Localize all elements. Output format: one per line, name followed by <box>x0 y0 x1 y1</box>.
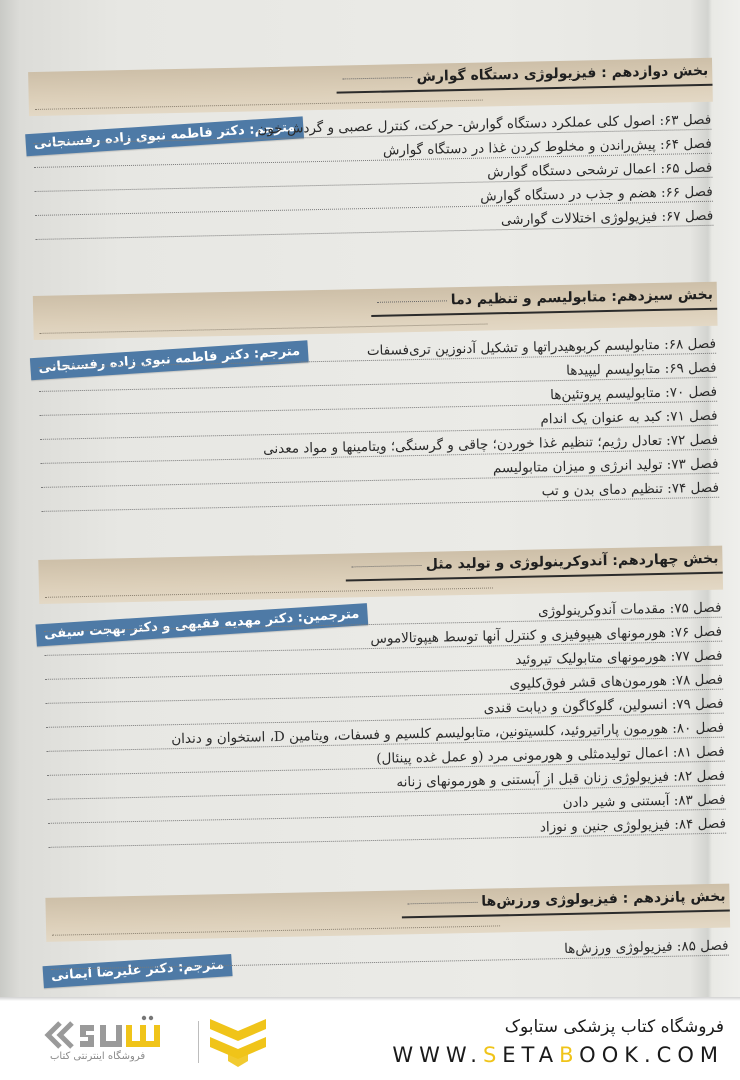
chapter-item: فصل ۷۶: هورمونهای هیپوفیزی و کنترل آنها توسط هیپوتالاموس <box>40 624 722 662</box>
logo-tagline: فروشگاه اینترنتی کتاب <box>50 1051 146 1062</box>
chapter-item: فصل ۸۱: اعمال تولیدمثلی و هورمونی مرد (و عمل غده پینئال) <box>42 744 724 782</box>
divider <box>198 1021 199 1063</box>
store-url-link[interactable]: WWW.SETABOOK.COM <box>392 1043 724 1067</box>
setabook-logo-icon <box>38 1011 283 1071</box>
chapter-item: فصل ۶۳: اصول کلی عملکرد دستگاه گوارش- حرکت، کنترل عصبی و گردش خون <box>29 112 711 150</box>
section-title: بخش پانزدهم : فیزیولوژی ورزش‌ها <box>481 888 726 910</box>
leader-dots <box>40 324 488 334</box>
section-band <box>28 58 713 116</box>
chapter-item: فصل ۷۹: انسولین، گلوکاگون و دیابت قندی <box>41 696 723 734</box>
section-14 <box>38 546 728 854</box>
chapter-item: فصل ۶۴: پیش‌راندن و مخلوط کردن غذا در دستگاه گوارش <box>30 136 712 174</box>
leader-dots <box>352 564 422 566</box>
section-title: بخش چهاردهم: آندوکرینولوژی و تولید مثل <box>425 550 719 573</box>
chapter-item: فصل ۸۲: فیزیولوژی زنان قبل از آبستنی و هورمونهای زنانه <box>43 768 725 806</box>
translator-banner: مترجم: دکتر فاطمه نبوی زاده رفسنجانی <box>25 116 304 156</box>
section-title: بخش دوازدهم : فیزیولوژی دستگاه گوارش <box>416 62 709 85</box>
chapter-item: فصل ۸۳: آبستنی و شیر دادن <box>43 792 725 830</box>
chapter-item: فصل ۷۸: هورمون‌های قشر فوق‌کلیوی <box>41 672 723 710</box>
chapter-list <box>39 600 728 854</box>
chapter-item: فصل ۸۰: هورمون پاراتیروئید، کلسیتونین، متابولیسم کلسیم و فسفات، ویتامین D، استخوان و دندان <box>42 720 724 758</box>
chapter-item: فصل ۷۵: مقدمات آندوکرینولوژی <box>39 600 721 638</box>
section-15 <box>45 884 730 984</box>
chapter-item: فصل ۸۵: فیزیولوژی ورزش‌ها <box>47 938 729 976</box>
chapter-list <box>34 336 721 518</box>
chapter-item: فصل ۶۶: هضم و جذب در دستگاه گوارش <box>31 184 713 222</box>
chapter-item: فصل ۸۴: فیزیولوژی جنین و نوزاد <box>44 816 726 854</box>
leader-dots <box>45 587 493 597</box>
chapter-list <box>47 938 731 976</box>
section-band <box>45 884 730 942</box>
translator-banner: مترجمین: دکتر مهدیه فقیهی و دکتر بهجت سیفی <box>36 603 368 646</box>
chapter-item: فصل ۷۲: تعادل رژیم؛ تنظیم غذا خوردن؛ چاقی و گرسنگی؛ ویتامینها و مواد معدنی <box>36 432 718 470</box>
section-band <box>33 282 718 340</box>
section-12 <box>28 58 715 246</box>
leader-dots <box>407 901 477 903</box>
chapter-item: فصل ۶۵: اعمال ترشحی دستگاه گوارش <box>30 160 712 198</box>
store-name: فروشگاه کتاب پزشکی ستابوک <box>504 1017 724 1037</box>
translator-banner: مترجم: دکتر علیرضا ایمانی <box>43 954 233 988</box>
leader-dots <box>377 300 447 302</box>
chapter-item: فصل ۷۰: متابولیسم پروتئین‌ها <box>35 384 717 422</box>
chapter-item: فصل ۶۹: متابولیسم لیپیدها <box>34 360 716 398</box>
store-footer <box>0 997 740 1080</box>
section-title: بخش سیزدهم: متابولیسم و تنظیم دما <box>450 286 714 309</box>
leader-dots <box>343 77 413 79</box>
chapter-item: فصل ۶۸: متابولیسم کربوهیدراتها و تشکیل آدنوزین تری‌فسفات <box>34 336 716 374</box>
chapter-item: فصل ۷۳: تولید انرژی و میزان متابولیسم <box>36 456 718 494</box>
chapter-item: فصل ۶۷: فیزیولوژی اختلالات گوارشی <box>31 208 713 246</box>
section-band <box>38 546 723 604</box>
chapter-item: فصل ۷۷: هورمونهای متابولیک تیروئید <box>40 648 722 686</box>
leader-dots <box>35 100 483 110</box>
chapter-item: فصل ۷۴: تنظیم دمای بدن و تب <box>37 480 719 518</box>
chapter-list <box>29 112 715 246</box>
chapter-item: فصل ۷۱: کبد به عنوان یک اندام <box>35 408 717 446</box>
leader-dots <box>52 925 500 935</box>
translator-banner: مترجم: دکتر فاطمه نبوی زاده رفسنجانی <box>30 340 309 380</box>
setabook-logo[interactable] <box>38 1011 283 1071</box>
section-13 <box>33 282 721 518</box>
